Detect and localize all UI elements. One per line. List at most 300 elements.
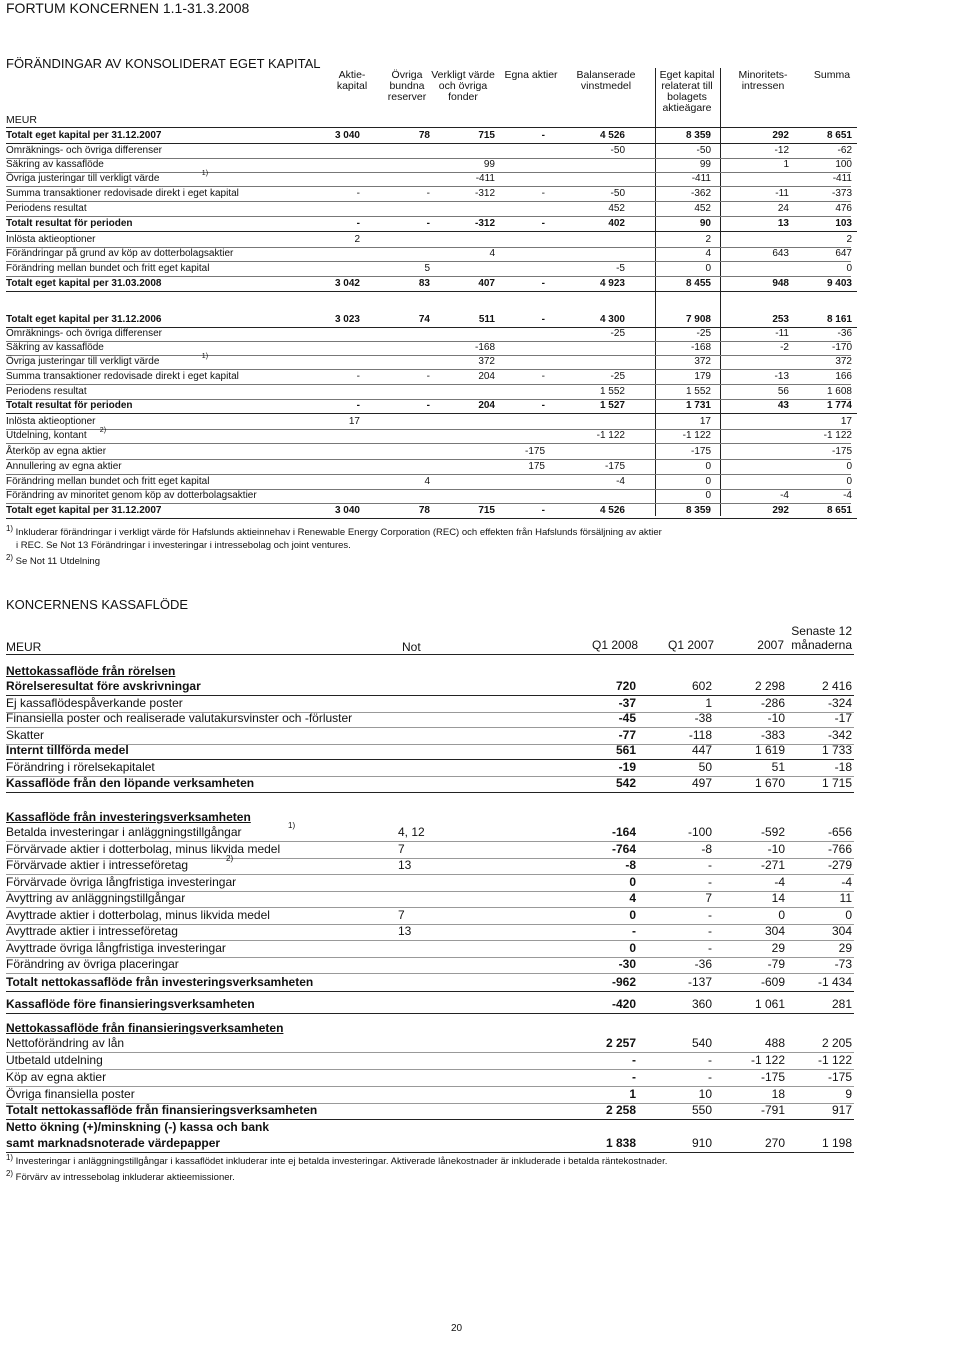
cashflow-cell: -164 [611,825,636,839]
footnote-marker: 1) [201,353,209,360]
equity-table-row [6,461,856,475]
cashflow-unit-label: MEUR [6,640,42,654]
equity-cell: -4 [843,490,852,501]
equity-column-header: Balanserade [576,69,636,81]
equity-table-row [6,234,856,248]
equity-row-label: Inlösta aktieoptioner [6,416,96,427]
cashflow-cell: -17 [834,711,852,725]
cashflow-last12-header-line1: Senaste 12 [791,624,852,638]
equity-header-rule [6,127,857,128]
equity-column-header: bundna [389,80,425,92]
equity-table-row [6,505,856,519]
equity-cell: 0 [846,263,852,274]
equity-row-label: Inlösta aktieoptioner [6,234,96,245]
cashflow-table-row [6,1053,856,1070]
equity-cell: 8 651 [826,505,852,516]
footnote-marker: 2) [99,427,107,434]
row-rule [6,384,851,385]
cashflow-cell: 1 619 [754,743,785,757]
cashflow-table-row [6,743,856,760]
cashflow-cell: -38 [694,711,712,725]
cashflow-cell: 0 [778,908,785,922]
equity-table-row [6,400,856,414]
cashflow-cell: -175 [760,1070,785,1084]
equity-cell: 8 651 [826,130,852,141]
equity-cell: 948 [772,278,789,289]
cashflow-table-row [6,891,856,908]
cashflow-cell: -383 [760,728,785,742]
equity-cell: 8 161 [826,314,852,325]
equity-table-row [6,145,856,159]
equity-row-label: Förändring av minoritet genom köp av dotterbolagsaktier [6,490,257,501]
equity-cell: -36 [837,328,852,339]
equity-cell: 715 [478,505,495,516]
equity-column-header: Aktie- [338,69,366,81]
equity-cell: 2 [705,234,711,245]
equity-cell: 407 [478,278,495,289]
cashflow-row-label: Totalt nettokassaflöde från finansieringsverksamheten [6,1103,318,1117]
equity-cell: 204 [478,400,495,411]
equity-cell: - [426,188,430,199]
cashflow-cell: 2 257 [605,1036,636,1050]
equity-cell: 292 [772,130,789,141]
cashflow-cell: - [708,1070,712,1084]
cashflow-cell: - [708,941,712,955]
cashflow-table-row [6,821,856,842]
equity-table-row [6,328,856,342]
cashflow-cell: 0 [629,875,636,889]
equity-row-label: Totalt eget kapital per 31.12.2007 [6,130,162,141]
cashflow-cell: -279 [827,858,852,872]
row-rule [6,231,857,232]
equity-row-label: Periodens resultat [6,386,87,397]
cashflow-cell: 2 298 [754,679,785,693]
equity-cell: 99 [699,159,711,170]
cashflow-cell: 540 [691,1036,712,1050]
equity-column-header: aktieägare [662,102,712,114]
equity-cell: 4 [489,248,495,259]
cashflow-cell: -175 [827,1070,852,1084]
footnote-text: Förvärv av intressebolag inkluderar aktieemissioner. [15,1172,235,1184]
equity-cell: -1 122 [823,430,852,441]
cashflow-cell: 1 [705,696,712,710]
cashflow-cell: 1 061 [754,997,785,1011]
equity-cell: -411 [475,173,495,184]
equity-cell: - [426,400,430,411]
equity-table-row [6,278,856,292]
equity-cell: 9 403 [826,278,852,289]
footnote-marker: 1) [288,821,296,830]
equity-cell: 647 [835,248,852,259]
cashflow-row-label: Skatter [6,728,45,742]
equity-table-row [6,353,856,370]
cashflow-table-row [6,875,856,892]
cashflow-row-label: Kassaflöde från investeringsverksamheten [6,810,251,824]
cashflow-cell: -137 [687,975,712,989]
cashflow-footnote-1 [6,1153,667,1167]
equity-row-label: Periodens resultat [6,203,87,214]
cashflow-cell: 497 [691,776,712,790]
cashflow-row-label: Förvärvade aktier i dotterbolag, minus likvida medel [6,842,281,856]
equity-cell: 0 [846,476,852,487]
cashflow-cell: 270 [764,1136,785,1150]
cashflow-cell: -791 [760,1103,785,1117]
cashflow-cell: 720 [615,679,636,693]
cashflow-row-label: Utbetald utdelning [6,1053,103,1067]
cashflow-q1-2008-header: Q1 2008 [592,638,639,652]
equity-cell: -11 [775,188,789,199]
cashflow-row-label: Förvärvade övriga långfristiga investeringar [6,875,237,889]
cashflow-cell: 602 [691,679,712,693]
cashflow-cell: 11 [839,891,852,905]
cashflow-cell: -19 [618,760,636,774]
equity-column-header: reserver [387,91,427,103]
equity-cell: 1 731 [685,400,711,411]
cashflow-cell: 50 [698,760,712,774]
equity-cell: -4 [616,476,625,487]
equity-cell: 0 [705,490,711,501]
equity-cell: 715 [478,130,495,141]
equity-cell: 3 040 [334,130,360,141]
cashflow-cell: 561 [615,743,636,757]
equity-column-header: Övriga [391,69,423,81]
cashflow-title: KONCERNENS KASSAFLÖDE [6,597,189,612]
equity-cell: 78 [418,505,430,516]
cashflow-cell: -609 [760,975,785,989]
cashflow-cell: -77 [618,728,636,742]
equity-cell: 1 [783,159,789,170]
cashflow-cell: -286 [760,696,785,710]
cashflow-table-row [6,997,856,1014]
equity-cell: - [541,371,545,382]
equity-cell: 7 908 [685,314,711,325]
cashflow-cell: -73 [834,957,852,971]
equity-cell: -411 [691,173,711,184]
equity-table-row [6,263,856,277]
equity-column-header: fonder [448,91,478,103]
equity-cell: 4 [424,476,430,487]
equity-cell: 56 [777,386,789,397]
row-rule [6,991,854,992]
cashflow-cell: -764 [611,842,636,856]
equity-cell: 643 [772,248,789,259]
equity-cell: - [541,278,545,289]
equity-row-label: Summa transaktioner redovisade direkt i eget kapital [6,371,239,382]
equity-cell: 2 [354,234,360,245]
equity-cell: -362 [690,188,711,199]
cashflow-cell: - [632,1053,636,1067]
equity-cell: 372 [835,356,852,367]
cashflow-cell: -8 [701,842,712,856]
cashflow-cell: -271 [760,858,785,872]
equity-footnote-1 [6,524,662,538]
row-rule [6,1013,854,1014]
cashflow-cell: - [708,908,712,922]
cashflow-row-label: Förvärvade aktier i intresseföretag [6,858,189,872]
cashflow-row-label: Kassaflöde från den löpande verksamheten [6,776,255,790]
cashflow-cell: 29 [771,941,785,955]
cashflow-cell: 542 [615,776,636,790]
equity-cell: 452 [694,203,711,214]
equity-cell: 511 [478,314,495,325]
equity-cell: 3 042 [334,278,360,289]
equity-cell: -4 [780,490,789,501]
equity-column-header: vinstmedel [580,80,632,92]
equity-row-label: Annullering av egna aktier [6,461,122,472]
cashflow-table-row [6,941,856,958]
equity-cell: - [541,188,545,199]
cashflow-cell: 281 [831,997,852,1011]
equity-cell: 13 [777,218,789,229]
equity-cell: 2 [846,234,852,245]
equity-row-label: Övriga justeringar till verkligt värde [6,173,160,184]
cashflow-cell: -10 [767,842,785,856]
cashflow-row-label: Nettokassaflöde från rörelsen [6,664,176,678]
cashflow-cell: - [708,924,712,938]
cashflow-table-row [6,924,856,941]
footnote-text: Inkluderar förändringar i verkligt värde för Hafslunds aktieinnehav i Renewable Energy Corporation (REC) och effekten från Hafslunds försäljning av aktier [15,527,662,539]
cashflow-row-label: Ej kassaflödespåverkande poster [6,696,183,710]
cashflow-cell: 0 [845,908,852,922]
equity-column-header: Summa [813,69,851,81]
equity-cell: 17 [840,416,852,427]
equity-cell: - [541,130,545,141]
footnote-marker: 2) [6,553,14,562]
equity-table-row [6,188,856,202]
equity-column-header: bolagets [667,91,707,103]
cashflow-table-row [6,1087,856,1104]
cashflow-note-ref: 7 [398,842,405,856]
page-number: 20 [451,1323,463,1334]
equity-cell: 179 [694,371,711,382]
equity-cell: 17 [699,416,711,427]
equity-cell: -5 [616,263,625,274]
equity-cell: 83 [418,278,430,289]
equity-cell: - [356,371,360,382]
page-header: FORTUM KONCERNEN 1.1-31.3.2008 [6,0,250,16]
cashflow-cell: -118 [688,728,712,742]
cashflow-footnote-2 [6,1169,235,1183]
cashflow-cell: 1 [629,1087,636,1101]
cashflow-table-row [6,776,856,793]
footnote-text: Se Not 11 Utdelning [15,556,100,568]
equity-row-label: Totalt eget kapital per 31.12.2007 [6,505,162,516]
row-rule [6,413,857,414]
footnote-marker: 1) [6,1153,14,1162]
equity-row-label: Förändring mellan bundet och fritt eget kapital [6,263,210,274]
cashflow-row-label: Nettoförändring av lån [6,1036,125,1050]
cashflow-cell: - [708,875,712,889]
cashflow-table-row [6,1036,856,1053]
cashflow-table-row [6,1120,856,1137]
equity-cell: 452 [608,203,625,214]
equity-cell: -50 [610,145,625,156]
cashflow-table-row [6,957,856,974]
row-rule [6,201,851,202]
cashflow-row-label: samt marknadsnoterade värdepapper [6,1136,221,1150]
equity-table-row [6,130,856,144]
equity-cell: 253 [772,314,789,325]
equity-cell: 166 [835,371,852,382]
row-rule [6,474,851,475]
equity-table-row [6,446,856,460]
cashflow-not-header: Not [402,640,421,654]
equity-cell: - [541,218,545,229]
equity-cell: 100 [835,159,852,170]
row-rule [6,459,851,460]
footnote-text: Investeringar i anläggningstillgångar i kassaflödet inkluderar inte ej betalda investeringar. Aktiverade lånekostnader är inkluderade i betalda räntekostnader. [15,1156,668,1168]
equity-table-row [6,203,856,217]
equity-cell: 103 [835,218,852,229]
equity-cell: -12 [774,145,789,156]
equity-cell: 74 [418,314,430,325]
cashflow-cell: -4 [841,875,852,889]
equity-cell: 4 526 [599,505,625,516]
cashflow-cell: -79 [767,957,785,971]
cashflow-cell: -592 [760,825,785,839]
equity-cell: 372 [478,356,495,367]
equity-cell: 8 455 [685,278,711,289]
cashflow-table-row [6,854,856,875]
row-rule [6,261,851,262]
cashflow-cell: -100 [687,825,712,839]
cashflow-note-ref: 4, 12 [398,825,425,839]
cashflow-row-label: Avyttrade aktier i dotterbolag, minus likvida medel [6,908,270,922]
cashflow-cell: 51 [771,760,785,774]
equity-cell: -2 [780,342,789,353]
equity-table-row [6,490,856,504]
equity-cell: - [541,400,545,411]
equity-row-label: Utdelning, kontant [6,430,87,441]
footnote-marker: 2) [226,854,234,863]
equity-table-row [6,218,856,232]
cashflow-table-row [6,1136,856,1153]
cashflow-table-row [6,842,856,859]
equity-cell: -168 [474,342,495,353]
cashflow-cell: 2 416 [821,679,852,693]
equity-table-row [6,248,856,262]
equity-row-label: Totalt resultat för perioden [6,218,133,229]
equity-cell: -13 [774,371,789,382]
cashflow-cell: - [632,924,636,938]
cashflow-cell: -962 [611,975,636,989]
equity-cell: -25 [610,371,625,382]
equity-title: FÖRÄNDINGAR AV KONSOLIDERAT EGET KAPITAL [6,56,321,71]
cashflow-row-label: Köp av egna aktier [6,1070,107,1084]
footnote-marker: 1) [6,524,14,533]
equity-cell: 1 552 [599,386,625,397]
cashflow-cell: 29 [838,941,852,955]
equity-cell: 99 [483,159,495,170]
equity-cell: -411 [832,173,852,184]
cashflow-note-ref: 13 [398,924,412,938]
equity-table-row [6,342,856,356]
cashflow-cell: 2 258 [605,1103,636,1117]
cashflow-cell: -4 [774,875,785,889]
equity-cell: 43 [777,400,789,411]
cashflow-cell: -36 [694,957,712,971]
cashflow-row-label: Finansiella poster och realiserade valutakursvinster och -förluster [6,711,353,725]
equity-cell: 204 [478,371,495,382]
equity-cell: -175 [524,446,545,457]
cashflow-row-label: Internt tillförda medel [6,743,129,757]
equity-row-label: Summa transaktioner redovisade direkt i eget kapital [6,188,239,199]
equity-cell: 4 923 [599,278,625,289]
cashflow-cell: 9 [845,1087,852,1101]
equity-cell: 90 [699,218,711,229]
equity-cell: - [356,218,360,229]
equity-cell: 4 [705,248,711,259]
equity-cell: 1 527 [599,400,625,411]
cashflow-cell: -420 [611,997,636,1011]
cashflow-row-label: Avyttrade övriga långfristiga investeringar [6,941,226,955]
cashflow-2007-header: 2007 [757,638,784,652]
equity-row-label: Förändring mellan bundet och fritt eget kapital [6,476,210,487]
cashflow-cell: -8 [625,858,636,872]
footnote-marker: 2) [6,1169,14,1178]
cashflow-row-label: Kassaflöde före finansieringsverksamheten [6,997,255,1011]
equity-cell: -1 122 [682,430,711,441]
equity-cell: 78 [418,130,430,141]
equity-cell: -168 [690,342,711,353]
cashflow-cell: 1 733 [821,743,852,757]
cashflow-row-label: Betalda investeringar i anläggningstillgångar [6,825,242,839]
cashflow-row-label: Avyttring av anläggningstillgångar [6,891,186,905]
equity-cell: 292 [772,505,789,516]
equity-cell: 4 526 [599,130,625,141]
row-rule [6,276,851,277]
equity-column-header: och övriga [438,80,488,92]
equity-table-row [6,314,856,328]
equity-row-label: Omräknings- och övriga differenser [6,145,162,156]
equity-cell: 17 [348,416,360,427]
equity-cell: 5 [424,263,430,274]
equity-cell: -170 [831,342,852,353]
equity-row-label: Totalt eget kapital per 31.03.2008 [6,278,162,289]
equity-column-header: Minoritets- [738,69,788,81]
cashflow-cell: 917 [831,1103,852,1117]
equity-cell: -11 [775,328,789,339]
footnote-marker: 1) [201,170,209,177]
cashflow-cell: -37 [618,696,636,710]
cashflow-note-ref: 13 [398,858,412,872]
equity-cell: -175 [831,446,852,457]
cashflow-cell: -45 [618,711,636,725]
equity-cell: -175 [690,446,711,457]
cashflow-table-row [6,679,856,696]
cashflow-table-row [6,760,856,777]
equity-cell: - [356,188,360,199]
equity-row-label: Säkring av kassaflöde [6,342,104,353]
equity-cell: - [541,314,545,325]
equity-cell: -373 [831,188,852,199]
equity-cell: - [356,400,360,411]
row-rule [6,216,851,217]
equity-cell: 3 040 [334,505,360,516]
row-rule [6,792,854,793]
cashflow-cell: -766 [827,842,852,856]
cashflow-table-row [6,975,856,992]
cashflow-cell: 488 [764,1036,785,1050]
equity-cell: 0 [705,476,711,487]
cashflow-cell: 14 [771,891,785,905]
cashflow-row-label: Avyttrade aktier i intresseföretag [6,924,178,938]
cashflow-cell: 910 [691,1136,712,1150]
equity-row-label: Säkring av kassaflöde [6,159,104,170]
equity-cell: 4 300 [599,314,625,325]
cashflow-cell: 1 198 [821,1136,852,1150]
cashflow-row-label: Förändring i rörelsekapitalet [6,760,155,774]
